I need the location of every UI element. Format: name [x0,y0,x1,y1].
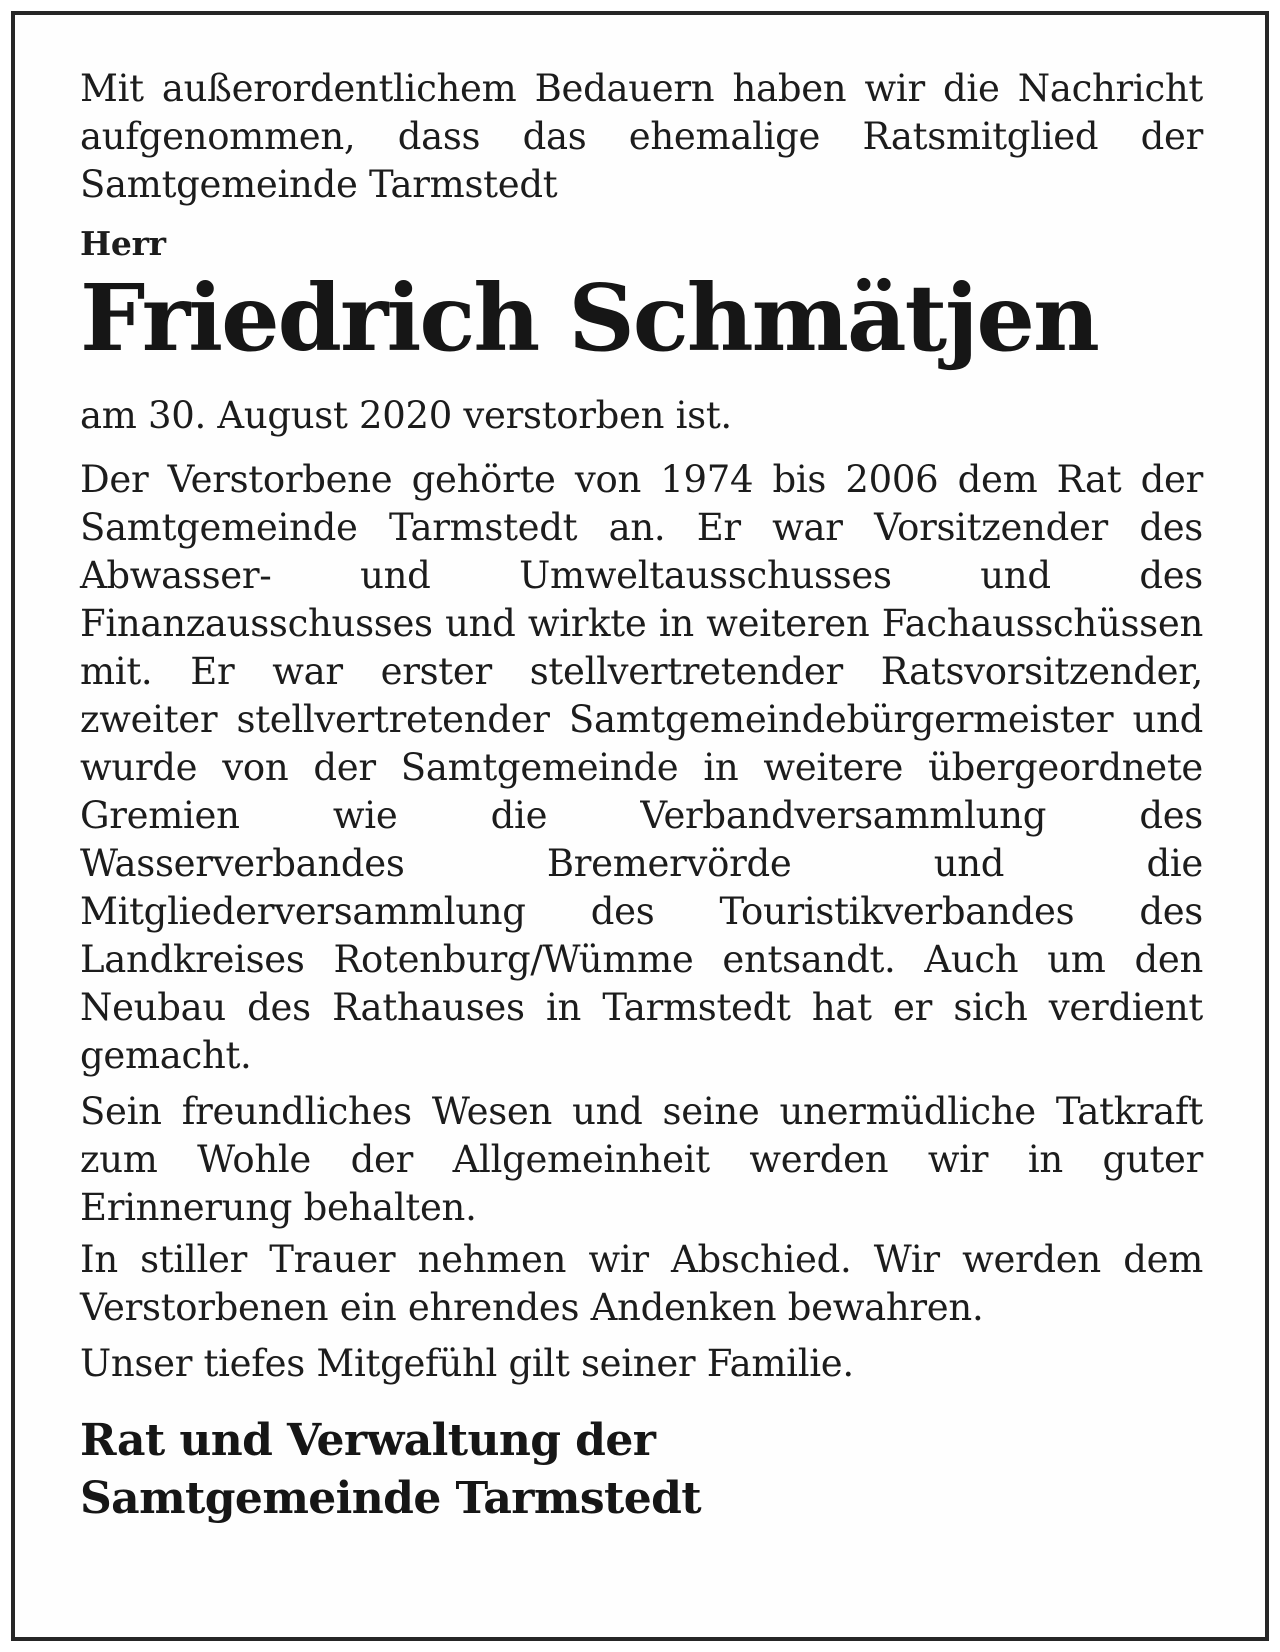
deceased-name: Friedrich Schmätjen [80,264,1098,372]
salutation: Herr [80,224,166,263]
intro-paragraph: Mit außerordentlichem Bedauern haben wir die Nachricht aufgenommen, dass das ehemalige Ratsmitglied der Samtgemeinde Tarmstedt [80,67,1203,206]
date-of-death-line: am 30. August 2020 verstorben ist. [80,394,732,437]
signature-block [80,1412,1203,1528]
obituary-notice-content [80,65,1203,1528]
obituary-notice-frame [11,11,1269,1641]
signature-line-1: Rat und Verwaltung der [80,1415,656,1466]
biography-paragraph: Der Verstorbene gehörte von 1974 bis 2006 dem Rat der Samtgemeinde Tarmstedt an. Er war Vorsitzender des Abwasser- und Umweltausschusses und des Finanzausschusses und wirkte in weiteren Fachausschüssen mit. Er war erster stellvertretender Ratsvorsitzender, zweiter stellvertretender Samtgemeindebürgermeister und wurde von der Samtgemeinde in weitere übergeordnete Gremien wie die Verbandversammlung des Wasserverbandes Bremervörde und die Mitgliederversammlung des Touristikverbandes des Landkreises Rotenburg/Wümme entsandt. Auch um den Neubau des Rathauses in Tarmstedt hat er sich verdient gemacht. [80,458,1203,1077]
sympathy-paragraph: Unser tiefes Mitgefühl gilt seiner Familie. [80,1342,854,1385]
tribute-paragraph: Sein freundliches Wesen und seine unermüdliche Tatkraft zum Wohle der Allgemeinheit werden wir in guter Erinnerung behalten. [80,1090,1203,1229]
signature-line-2: Samtgemeinde Tarmstedt [80,1473,702,1524]
mourning-paragraph: In stiller Trauer nehmen wir Abschied. Wir werden dem Verstorbenen ein ehrendes Andenken bewahren. [80,1238,1203,1329]
